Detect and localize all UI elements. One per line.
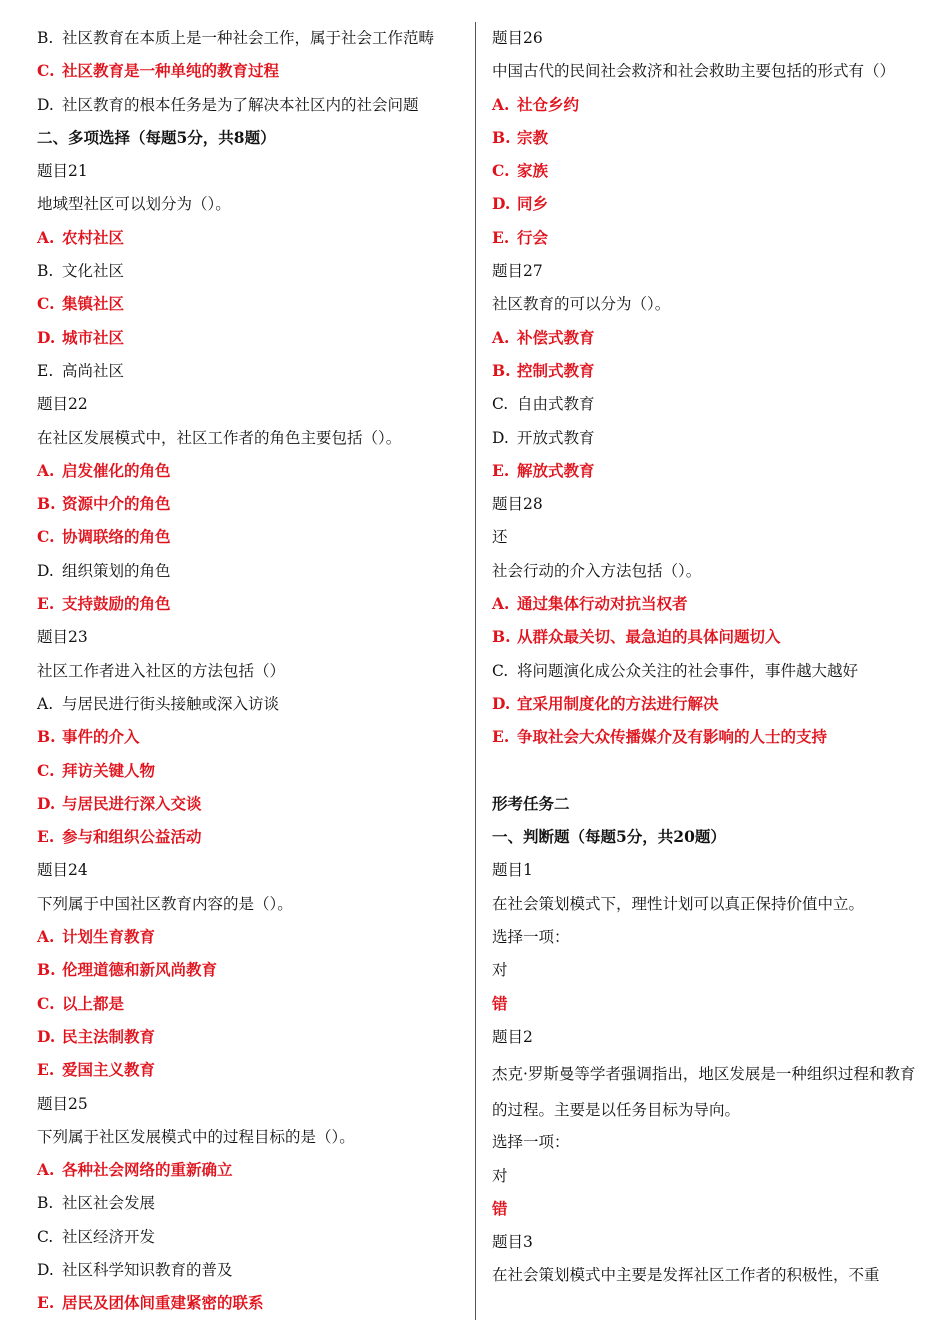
- correct-option: [37, 823, 465, 856]
- correct-option: [37, 523, 465, 556]
- correct-option: [37, 790, 465, 823]
- question-text: 对: [492, 1166, 508, 1185]
- correct-option: [37, 490, 465, 523]
- correct-answer: 错: [492, 1198, 508, 1218]
- question-number: 题目25: [37, 1094, 88, 1113]
- option-letter: C.: [37, 527, 55, 547]
- correct-option: [37, 757, 465, 790]
- option-text: 社区科学知识教育的普及: [62, 1260, 233, 1279]
- spacer: [492, 757, 922, 790]
- option: [37, 1223, 465, 1256]
- option-text: 城市社区: [62, 327, 125, 347]
- option-letter: C.: [37, 760, 55, 780]
- option-text: 社区社会发展: [62, 1194, 156, 1213]
- option-text: 支持鼓励的角色: [62, 594, 171, 614]
- section-heading: 一、判断题（每题5分，共20题）: [492, 827, 726, 847]
- correct-option: [37, 224, 465, 257]
- option-letter: D.: [492, 428, 509, 447]
- option-text: 宗教: [517, 127, 549, 147]
- question-number: 题目26: [492, 29, 543, 47]
- option-letter: C.: [492, 395, 509, 414]
- correct-option: [492, 357, 922, 390]
- option-text: 争取社会大众传播媒介及有影响的人士的支持: [517, 727, 828, 747]
- question-number: 题目22: [37, 395, 88, 414]
- option-letter: D.: [37, 1026, 56, 1046]
- option-text: 居民及团体间重建紧密的联系: [62, 1293, 264, 1313]
- option-letter: A.: [37, 694, 54, 713]
- question-number: 题目2: [492, 1027, 533, 1046]
- option: [492, 657, 922, 690]
- option-text: 与居民进行深入交谈: [62, 793, 202, 813]
- correct-option: [37, 590, 465, 623]
- question-text: 选择一项：: [492, 928, 570, 947]
- option-text: 与居民进行街头接触或深入访谈: [62, 694, 280, 713]
- question-number: 题目28: [492, 495, 543, 514]
- correct-option: [37, 324, 465, 357]
- correct-option: [37, 57, 465, 90]
- question-text: 在社会策划模式中主要是发挥社区工作者的积极性，不重: [492, 1266, 880, 1285]
- correct-option: [492, 690, 922, 723]
- option-text: 通过集体行动对抗当权者: [517, 594, 688, 614]
- question-number: 题目1: [492, 861, 533, 880]
- correct-option: [492, 157, 922, 190]
- option-letter: B.: [37, 960, 56, 980]
- option-text: 伦理道德和新风尚教育: [62, 960, 218, 980]
- option: [37, 91, 465, 124]
- option-letter: B.: [492, 127, 511, 147]
- correct-option: [37, 457, 465, 490]
- correct-option: [37, 1156, 465, 1189]
- option: [37, 690, 465, 723]
- question-number: 题目21: [37, 162, 88, 181]
- question-number: 题目27: [492, 262, 543, 281]
- option-letter: E.: [37, 1060, 55, 1080]
- option-text: 民主法制教育: [62, 1026, 156, 1046]
- option: [492, 390, 922, 423]
- option-text: 拜访关键人物: [62, 760, 156, 780]
- correct-option: [37, 723, 465, 756]
- option-text: 参与和组织公益活动: [62, 827, 202, 847]
- option-text: 控制式教育: [517, 360, 595, 380]
- option: [37, 1189, 465, 1222]
- option-text: 协调联络的角色: [62, 527, 171, 547]
- option-text: 资源中介的角色: [62, 494, 171, 514]
- option-text: 计划生育教育: [62, 927, 156, 947]
- correct-option: [492, 623, 922, 656]
- left-column: [37, 24, 465, 1323]
- question-number: 题目23: [37, 628, 88, 647]
- question-text: 中国古代的民间社会救济和社会救助主要包括的形式有（）: [492, 62, 896, 81]
- option-letter: A.: [492, 94, 510, 114]
- correct-option: [37, 1023, 465, 1056]
- option: [37, 24, 465, 57]
- option-letter: B.: [37, 29, 54, 47]
- option-letter: C.: [37, 993, 55, 1013]
- option-text: 启发催化的角色: [62, 460, 171, 480]
- option-text: 事件的介入: [62, 727, 140, 747]
- option-letter: E.: [37, 1293, 55, 1313]
- option-text: 组织策划的角色: [62, 561, 171, 580]
- option-text: 农村社区: [62, 227, 125, 247]
- correct-option: [37, 290, 465, 323]
- option-text: 自由式教育: [517, 395, 595, 414]
- option: [37, 1256, 465, 1289]
- section-heading: 二、多项选择（每题5分，共8题）: [37, 127, 276, 147]
- option-letter: B.: [492, 360, 511, 380]
- question-text: 下列属于中国社区教育内容的是（）。: [37, 894, 293, 913]
- option-letter: C.: [37, 294, 55, 314]
- option-text: 社区教育在本质上是一种社会工作，属于社会工作范畴: [62, 29, 435, 47]
- option-letter: E.: [37, 827, 55, 847]
- option-letter: E.: [37, 361, 54, 380]
- option-text: 高尚社区: [62, 361, 125, 380]
- option-letter: C.: [37, 61, 55, 81]
- option-text: 同乡: [517, 194, 549, 214]
- correct-option: [492, 324, 922, 357]
- option-letter: E.: [492, 727, 510, 747]
- option-text: 宜采用制度化的方法进行解决: [517, 693, 719, 713]
- correct-option: [492, 590, 922, 623]
- correct-option: [37, 956, 465, 989]
- option-letter: A.: [37, 227, 55, 247]
- option-letter: A.: [37, 1160, 55, 1180]
- question-number: 题目3: [492, 1233, 533, 1252]
- question-text: 在社会策划模式下，理性计划可以真正保持价值中立。: [492, 894, 865, 913]
- column-divider: [475, 22, 476, 1320]
- option-text: 从群众最关切、最急迫的具体问题切入: [517, 627, 781, 647]
- correct-option: [492, 91, 922, 124]
- correct-option: [37, 1056, 465, 1089]
- option-text: 补偿式教育: [517, 327, 595, 347]
- option-text: 文化社区: [62, 262, 125, 281]
- option-letter: D.: [37, 1260, 54, 1279]
- option-letter: D.: [492, 194, 511, 214]
- option-letter: D.: [37, 793, 56, 813]
- option-text: 开放式教育: [517, 428, 595, 447]
- option-text: 社区教育的根本任务是为了解决本社区内的社会问题: [62, 95, 419, 114]
- option-letter: A.: [492, 594, 510, 614]
- option-text: 解放式教育: [517, 460, 595, 480]
- question-text: 地域型社区可以划分为（）。: [37, 195, 231, 214]
- question-text: 社会行动的介入方法包括（）。: [492, 561, 702, 580]
- option-letter: D.: [37, 95, 54, 114]
- option-letter: E.: [492, 460, 510, 480]
- question-text: 选择一项：: [492, 1133, 570, 1152]
- correct-option: [492, 457, 922, 490]
- option-text: 以上都是: [62, 993, 125, 1013]
- question-text: 在社区发展模式中，社区工作者的角色主要包括（）。: [37, 428, 402, 447]
- correct-option: [37, 923, 465, 956]
- question-text: 还: [492, 528, 508, 547]
- option-letter: D.: [492, 693, 511, 713]
- option-text: 家族: [517, 161, 549, 181]
- question-text: 杰克·罗斯曼等学者强调指出，地区发展是一种组织过程和教育的过程。主要是以任务目标为导向。: [492, 1065, 916, 1120]
- option-text: 社仓乡约: [517, 94, 580, 114]
- correct-option: [492, 224, 922, 257]
- correct-option: [492, 190, 922, 223]
- question-text: 下列属于社区发展模式中的过程目标的是（）。: [37, 1127, 355, 1146]
- option-letter: A.: [492, 327, 510, 347]
- question-text: 对: [492, 961, 508, 980]
- question-text: 社区工作者进入社区的方法包括（）: [37, 661, 286, 680]
- option-text: 集镇社区: [62, 294, 125, 314]
- option-text: 爱国主义教育: [62, 1060, 156, 1080]
- option-letter: E.: [492, 227, 510, 247]
- correct-option: [492, 723, 922, 756]
- option-letter: B.: [37, 494, 56, 514]
- right-column: [492, 24, 922, 1295]
- section-heading: 形考任务二: [492, 793, 570, 813]
- option-letter: B.: [37, 1194, 54, 1213]
- option: [37, 557, 465, 590]
- question-number: 题目24: [37, 861, 88, 880]
- option-letter: C.: [492, 661, 509, 680]
- option-letter: A.: [37, 460, 55, 480]
- option: [37, 257, 465, 290]
- option-letter: C.: [492, 161, 510, 181]
- option-text: 社区教育是一种单纯的教育过程: [62, 61, 280, 81]
- option: [37, 357, 465, 390]
- correct-option: [492, 124, 922, 157]
- option: [492, 424, 922, 457]
- correct-option: [37, 990, 465, 1023]
- option-text: 各种社会网络的重新确立: [62, 1160, 233, 1180]
- option-letter: B.: [37, 727, 56, 747]
- option-letter: C.: [37, 1227, 54, 1246]
- option-letter: E.: [37, 594, 55, 614]
- option-letter: D.: [37, 327, 56, 347]
- option-text: 行会: [517, 227, 549, 247]
- option-letter: B.: [37, 262, 54, 281]
- option-letter: A.: [37, 927, 55, 947]
- option-letter: D.: [37, 561, 54, 580]
- option-text: 将问题演化成公众关注的社会事件，事件越大越好: [517, 661, 859, 680]
- correct-option: [37, 1289, 465, 1322]
- question-text: 社区教育的可以分为（）。: [492, 295, 671, 314]
- correct-answer: 错: [492, 993, 508, 1013]
- option-text: 社区经济开发: [62, 1227, 156, 1246]
- option-letter: B.: [492, 627, 511, 647]
